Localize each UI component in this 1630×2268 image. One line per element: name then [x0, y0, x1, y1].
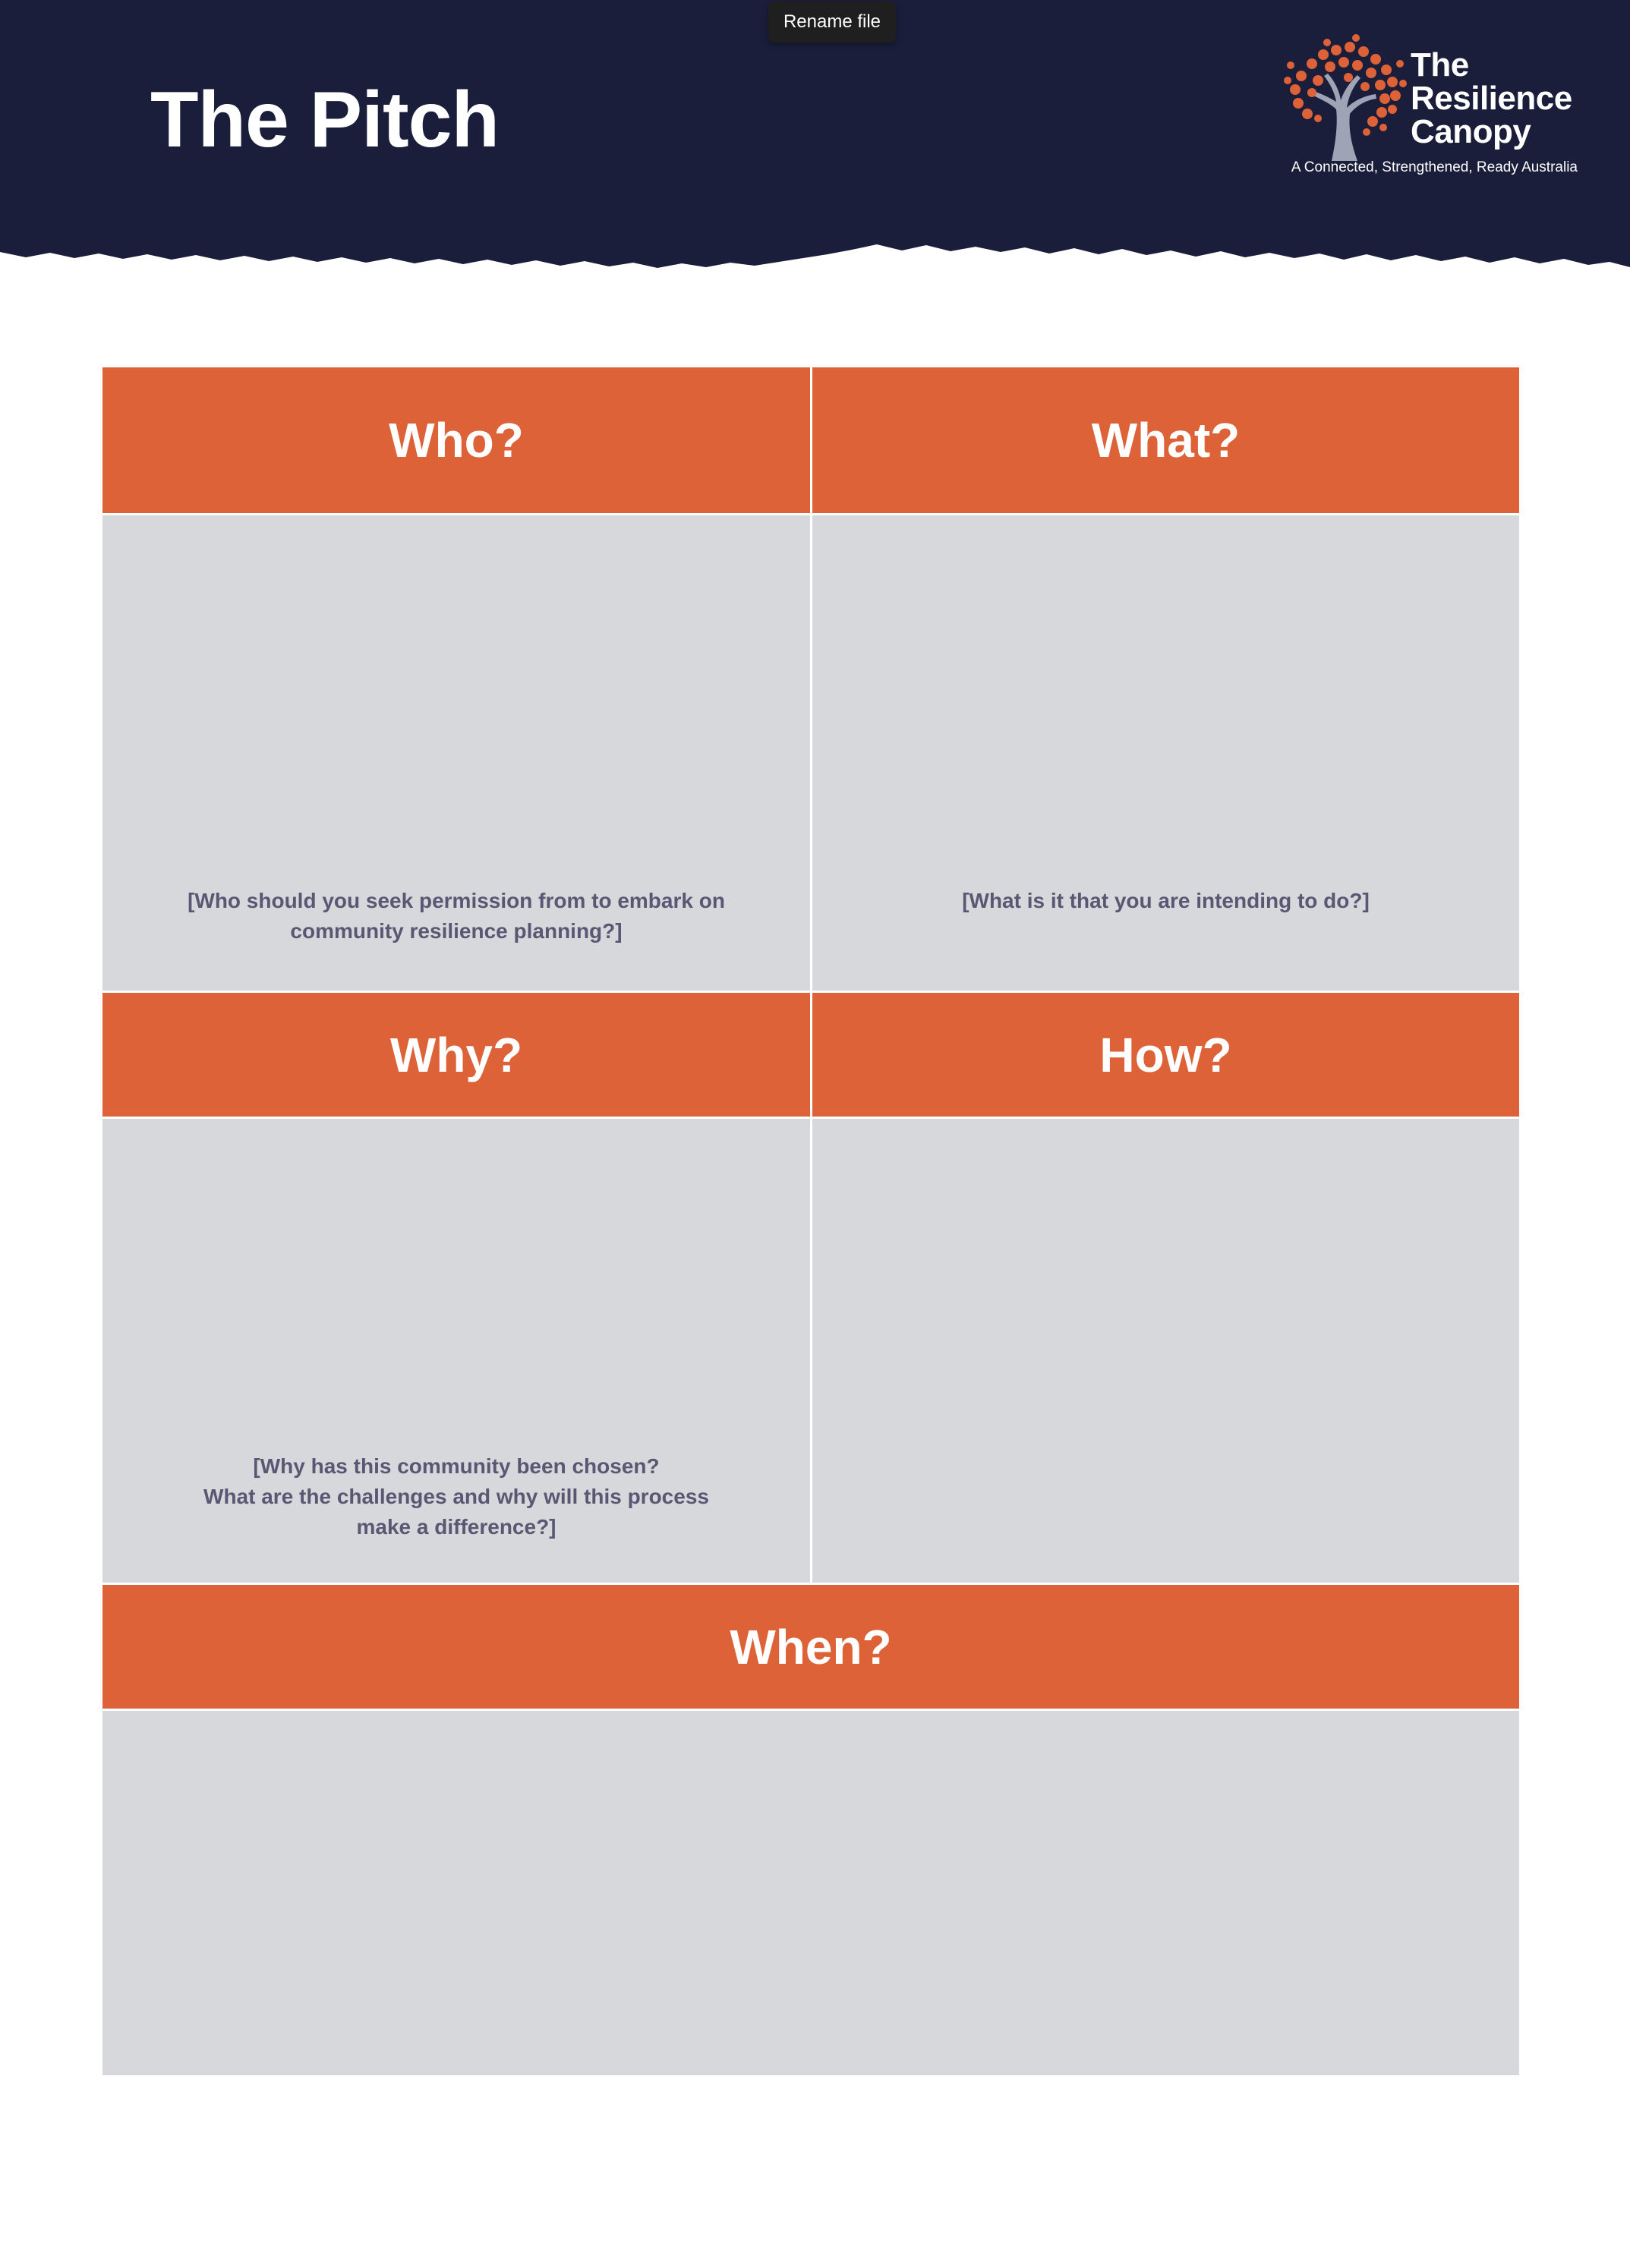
page-header	[0, 0, 1630, 273]
what-body[interactable]	[812, 515, 1519, 991]
when-body[interactable]	[102, 1711, 1519, 2075]
how-body[interactable]	[812, 1119, 1519, 1583]
page-title: The Pitch	[150, 76, 500, 164]
tree-icon	[1282, 33, 1411, 162]
what-heading	[812, 367, 1519, 513]
why-prompt	[148, 1451, 765, 1542]
brand-tagline: A Connected, Strengthened, Ready Australia	[1291, 159, 1578, 175]
who-heading	[102, 367, 810, 513]
brand-line-1: The	[1411, 46, 1469, 83]
how-heading-text: How?	[1099, 1027, 1232, 1082]
who-prompt	[148, 886, 765, 947]
who-prompt-line-2: community resilience planning?]	[290, 919, 623, 943]
brand-line-3: Canopy	[1411, 113, 1531, 150]
rename-file-tooltip[interactable]: Rename file	[768, 2, 896, 43]
why-prompt-line-2: What are the challenges and why will this process	[203, 1485, 709, 1508]
why-heading	[102, 993, 810, 1117]
when-heading-text: When?	[730, 1619, 892, 1674]
who-heading-text: Who?	[389, 413, 524, 468]
why-body[interactable]	[102, 1119, 810, 1583]
what-prompt	[858, 886, 1474, 916]
why-prompt-line-1: [Why has this community been chosen?	[253, 1454, 660, 1478]
how-heading	[812, 993, 1519, 1117]
what-prompt-line-1: [What is it that you are intending to do?]	[962, 889, 1370, 912]
who-prompt-line-1: [Who should you seek permission from to embark on	[188, 889, 725, 912]
brand-line-2: Resilience	[1411, 80, 1572, 117]
brand-logo	[1275, 30, 1579, 190]
why-heading-text: Why?	[389, 1027, 523, 1082]
who-body[interactable]	[102, 515, 810, 991]
why-prompt-line-3: make a difference?]	[356, 1515, 556, 1539]
when-heading	[102, 1585, 1519, 1709]
brand-name	[1411, 46, 1572, 150]
what-heading-text: What?	[1091, 413, 1241, 468]
